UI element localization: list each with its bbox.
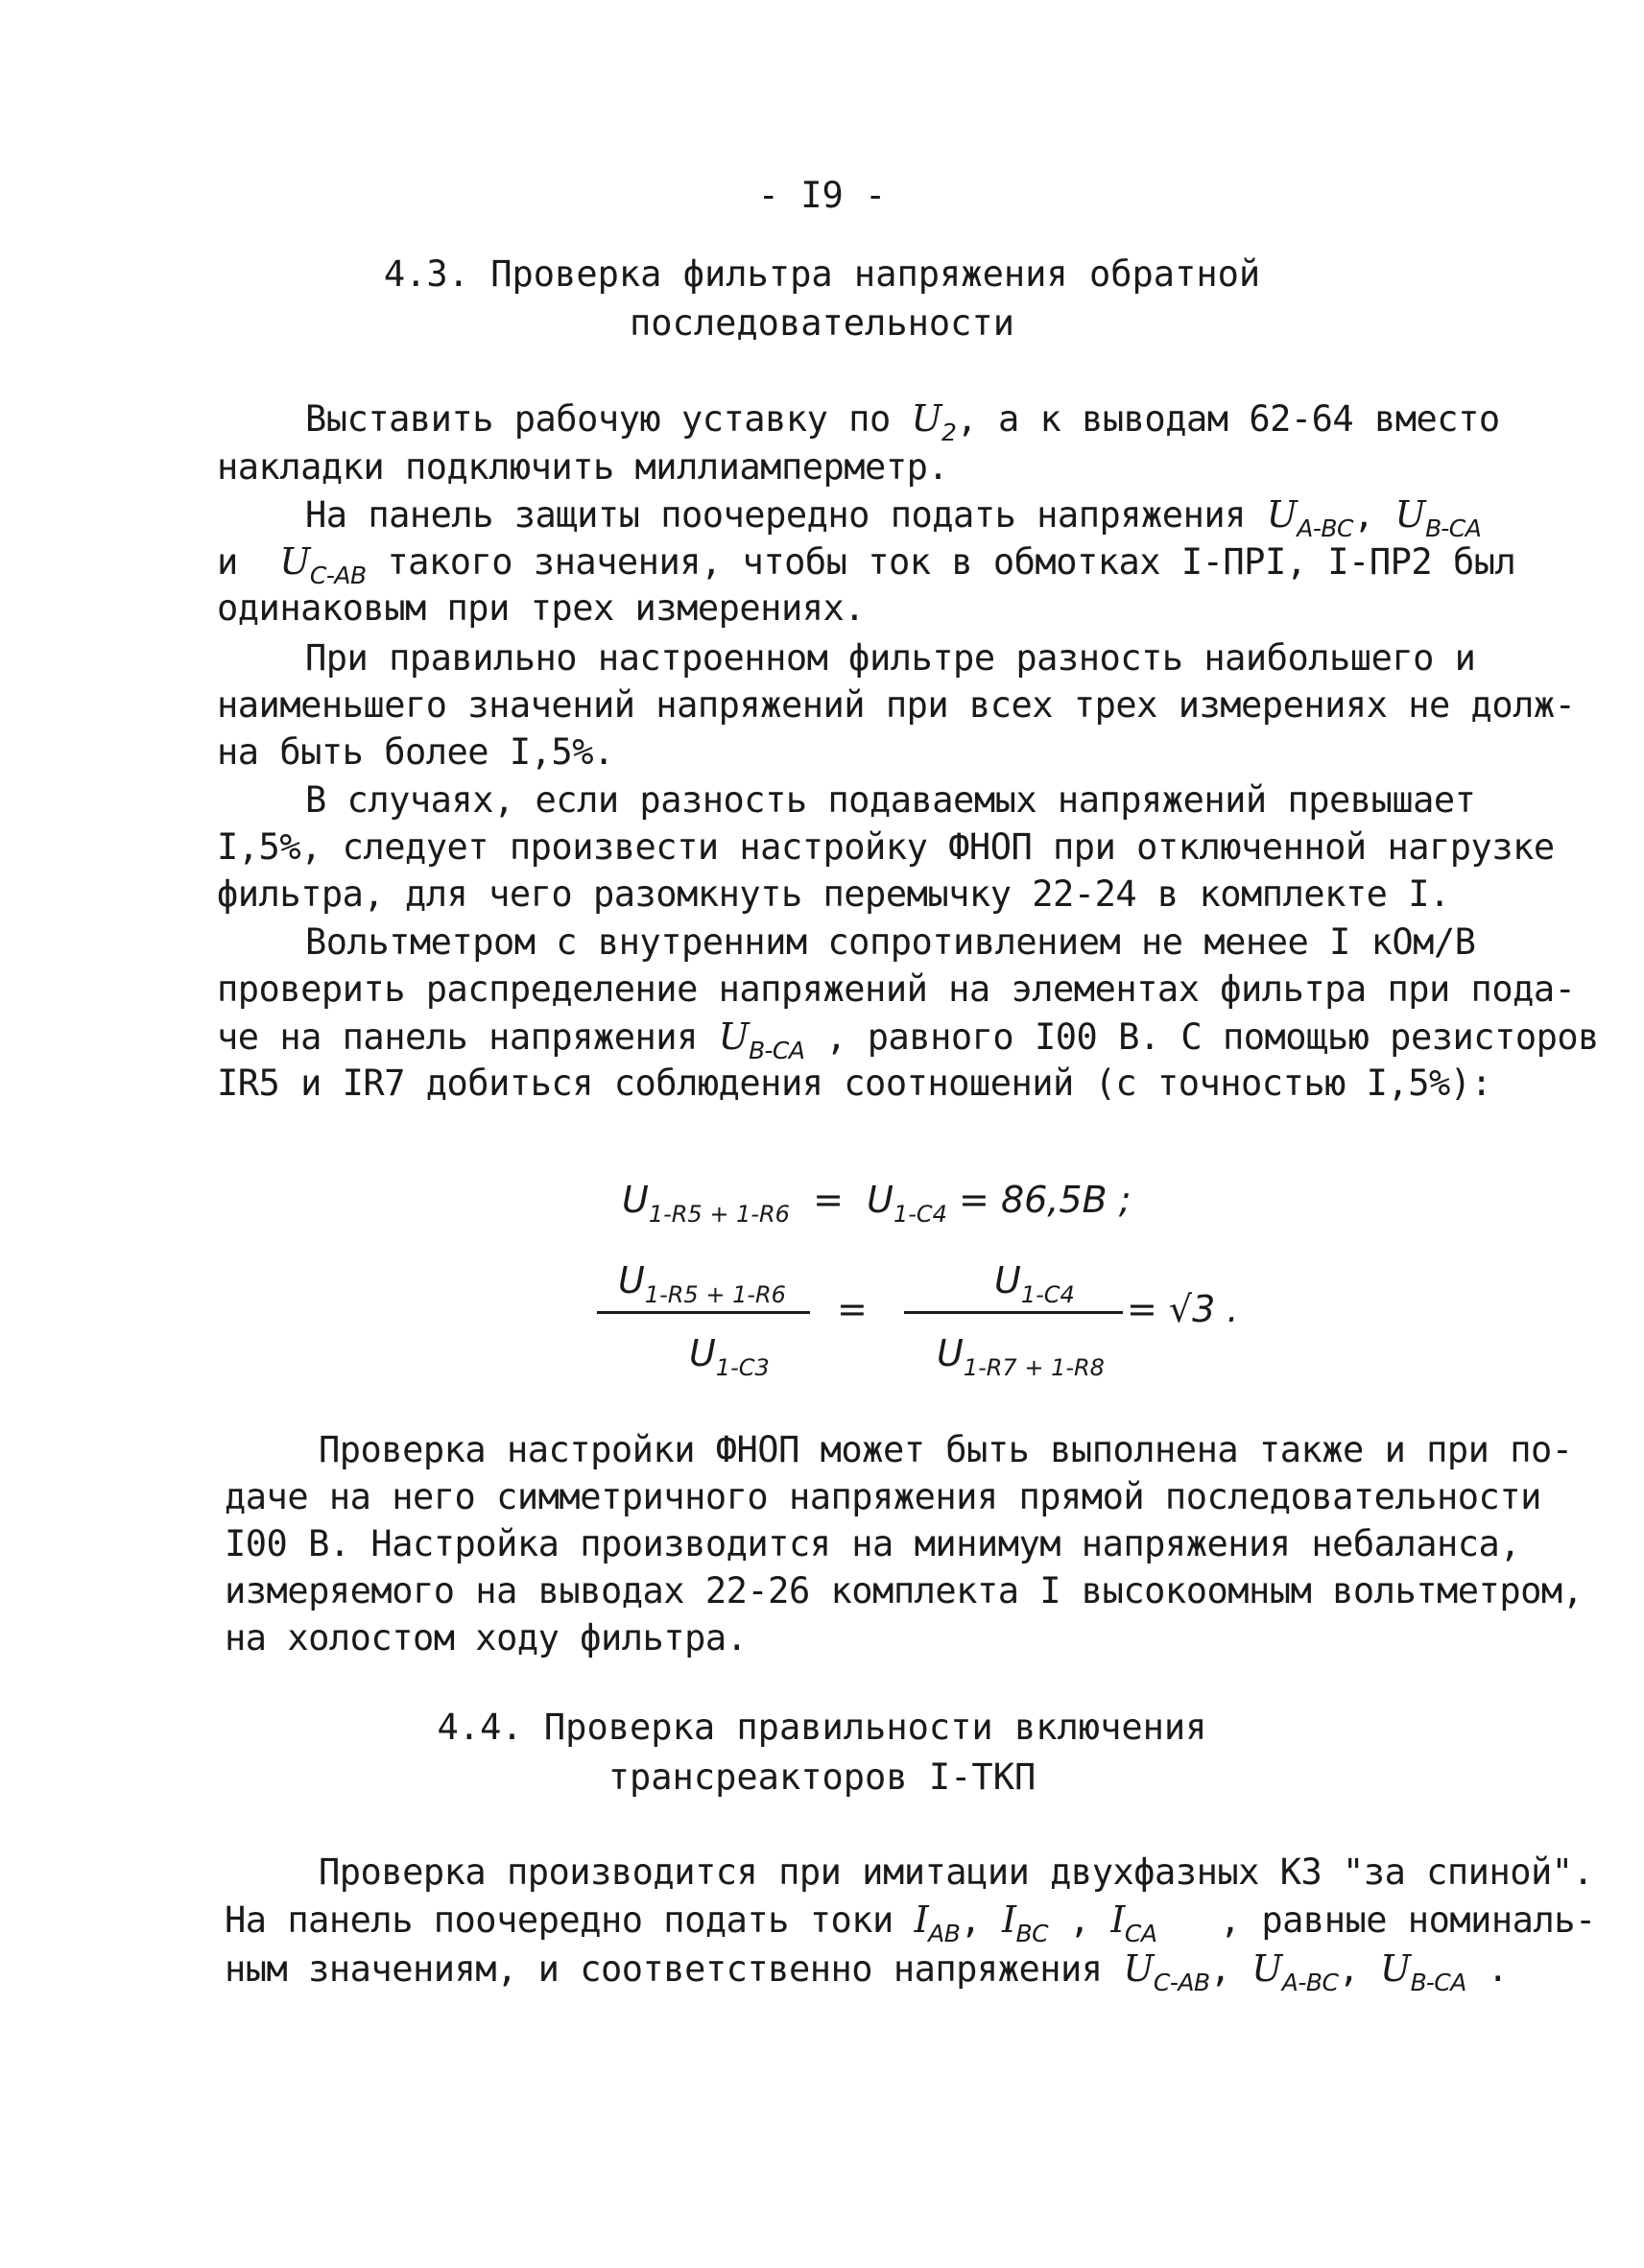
paragraph-line: фильтра, для чего разомкнуть перемычку 22-24 в комплекте I.: [217, 873, 1450, 915]
formula-2-denominator-left: $U_{1-C3}$: [689, 1332, 770, 1381]
formula-2-equals: =: [837, 1288, 868, 1330]
paragraph-line: че на панель напряжения $U_{B-CA}$ , равного I00 В. С помощью резисторов: [217, 1015, 1599, 1064]
formula-2-numerator-left: $U_{1-R5 + 1-R6}$: [618, 1259, 786, 1308]
paragraph-line: Проверка настройки ФНОП может быть выполнена также и при по-: [319, 1429, 1573, 1470]
paragraph-line: даче на него симметричного напряжения прямой последовательности: [225, 1476, 1541, 1517]
paragraph-line: и $U_{C-AB}$ такого значения, чтобы ток в обмотках I-ПРI, I-ПР2 был: [217, 540, 1516, 589]
paragraph-line: I,5%, следует произвести настройку ФНОП при отключенной нагрузке: [217, 826, 1555, 868]
paragraph-line: наименьшего значений напряжений при всех трех измерениях не долж-: [217, 684, 1576, 726]
formula-2-numerator-right: $U_{1-C4}$: [994, 1259, 1075, 1308]
paragraph-line: I00 В. Настройка производится на минимум напряжения небаланса,: [225, 1523, 1521, 1564]
paragraph-line: ным значениям, и соответственно напряжения $U_{C-AB}$, $U_{A-BC}$, $U_{B-CA}$ .: [225, 1947, 1509, 1996]
paragraph-line: измеряемого на выводах 22-26 комплекта I высокоомным вольтметром,: [225, 1570, 1584, 1611]
paragraph-line: на быть более I,5%.: [217, 731, 614, 773]
formula-1: $U_{1-R5 + 1-R6} = U_{1-C4} = 86,5B$ ;: [622, 1179, 1132, 1228]
section-4-4-title-line1: 4.4. Проверка правильности включения: [437, 1707, 1207, 1748]
paragraph-line: на холостом ходу фильтра.: [225, 1617, 748, 1659]
paragraph-line: Выставить рабочую уставку по $U_2$, а к выводам 62-64 вместо: [305, 397, 1500, 446]
page-number: - I9 -: [757, 175, 887, 216]
formula-2-rhs: = √3 .: [1127, 1288, 1239, 1330]
paragraph-line: На панель защиты поочередно подать напряжения $U_{A-BC}$, $U_{B-CA}$: [305, 493, 1482, 542]
paragraph-line: одинаковым при трех измерениях.: [217, 587, 866, 629]
paragraph-line: IR5 и IR7 добиться соблюдения соотношений (с точностью I,5%):: [217, 1062, 1492, 1104]
section-4-4-title-line2: трансреакторов I-ТКП: [608, 1756, 1036, 1798]
paragraph-line: При правильно настроенном фильтре разность наибольшего и: [305, 637, 1476, 679]
paragraph-line: В случаях, если разность подаваемых напряжений превышает: [305, 779, 1476, 821]
fraction-bar-right: [904, 1311, 1123, 1314]
paragraph-line: На панель поочередно подать токи $I_{AB}$, $I_{BC}$ , $I_{CA}$ , равные номиналь-: [225, 1898, 1596, 1947]
paragraph-line: Вольтметром с внутренним сопротивлением не менее I кОм/В: [305, 921, 1476, 963]
formula-2-denominator-right: $U_{1-R7 + 1-R8}$: [937, 1332, 1105, 1381]
section-4-3-title-line1: 4.3. Проверка фильтра напряжения обратной: [383, 253, 1261, 295]
section-4-3-title-line2: последовательности: [630, 302, 1014, 344]
paragraph-line: Проверка производится при имитации двухфазных КЗ "за спиной".: [319, 1851, 1594, 1893]
paragraph-line: проверить распределение напряжений на элементах фильтра при пода-: [217, 968, 1576, 1010]
paragraph-line: накладки подключить миллиамперметр.: [217, 446, 949, 488]
fraction-bar-left: [597, 1311, 810, 1314]
